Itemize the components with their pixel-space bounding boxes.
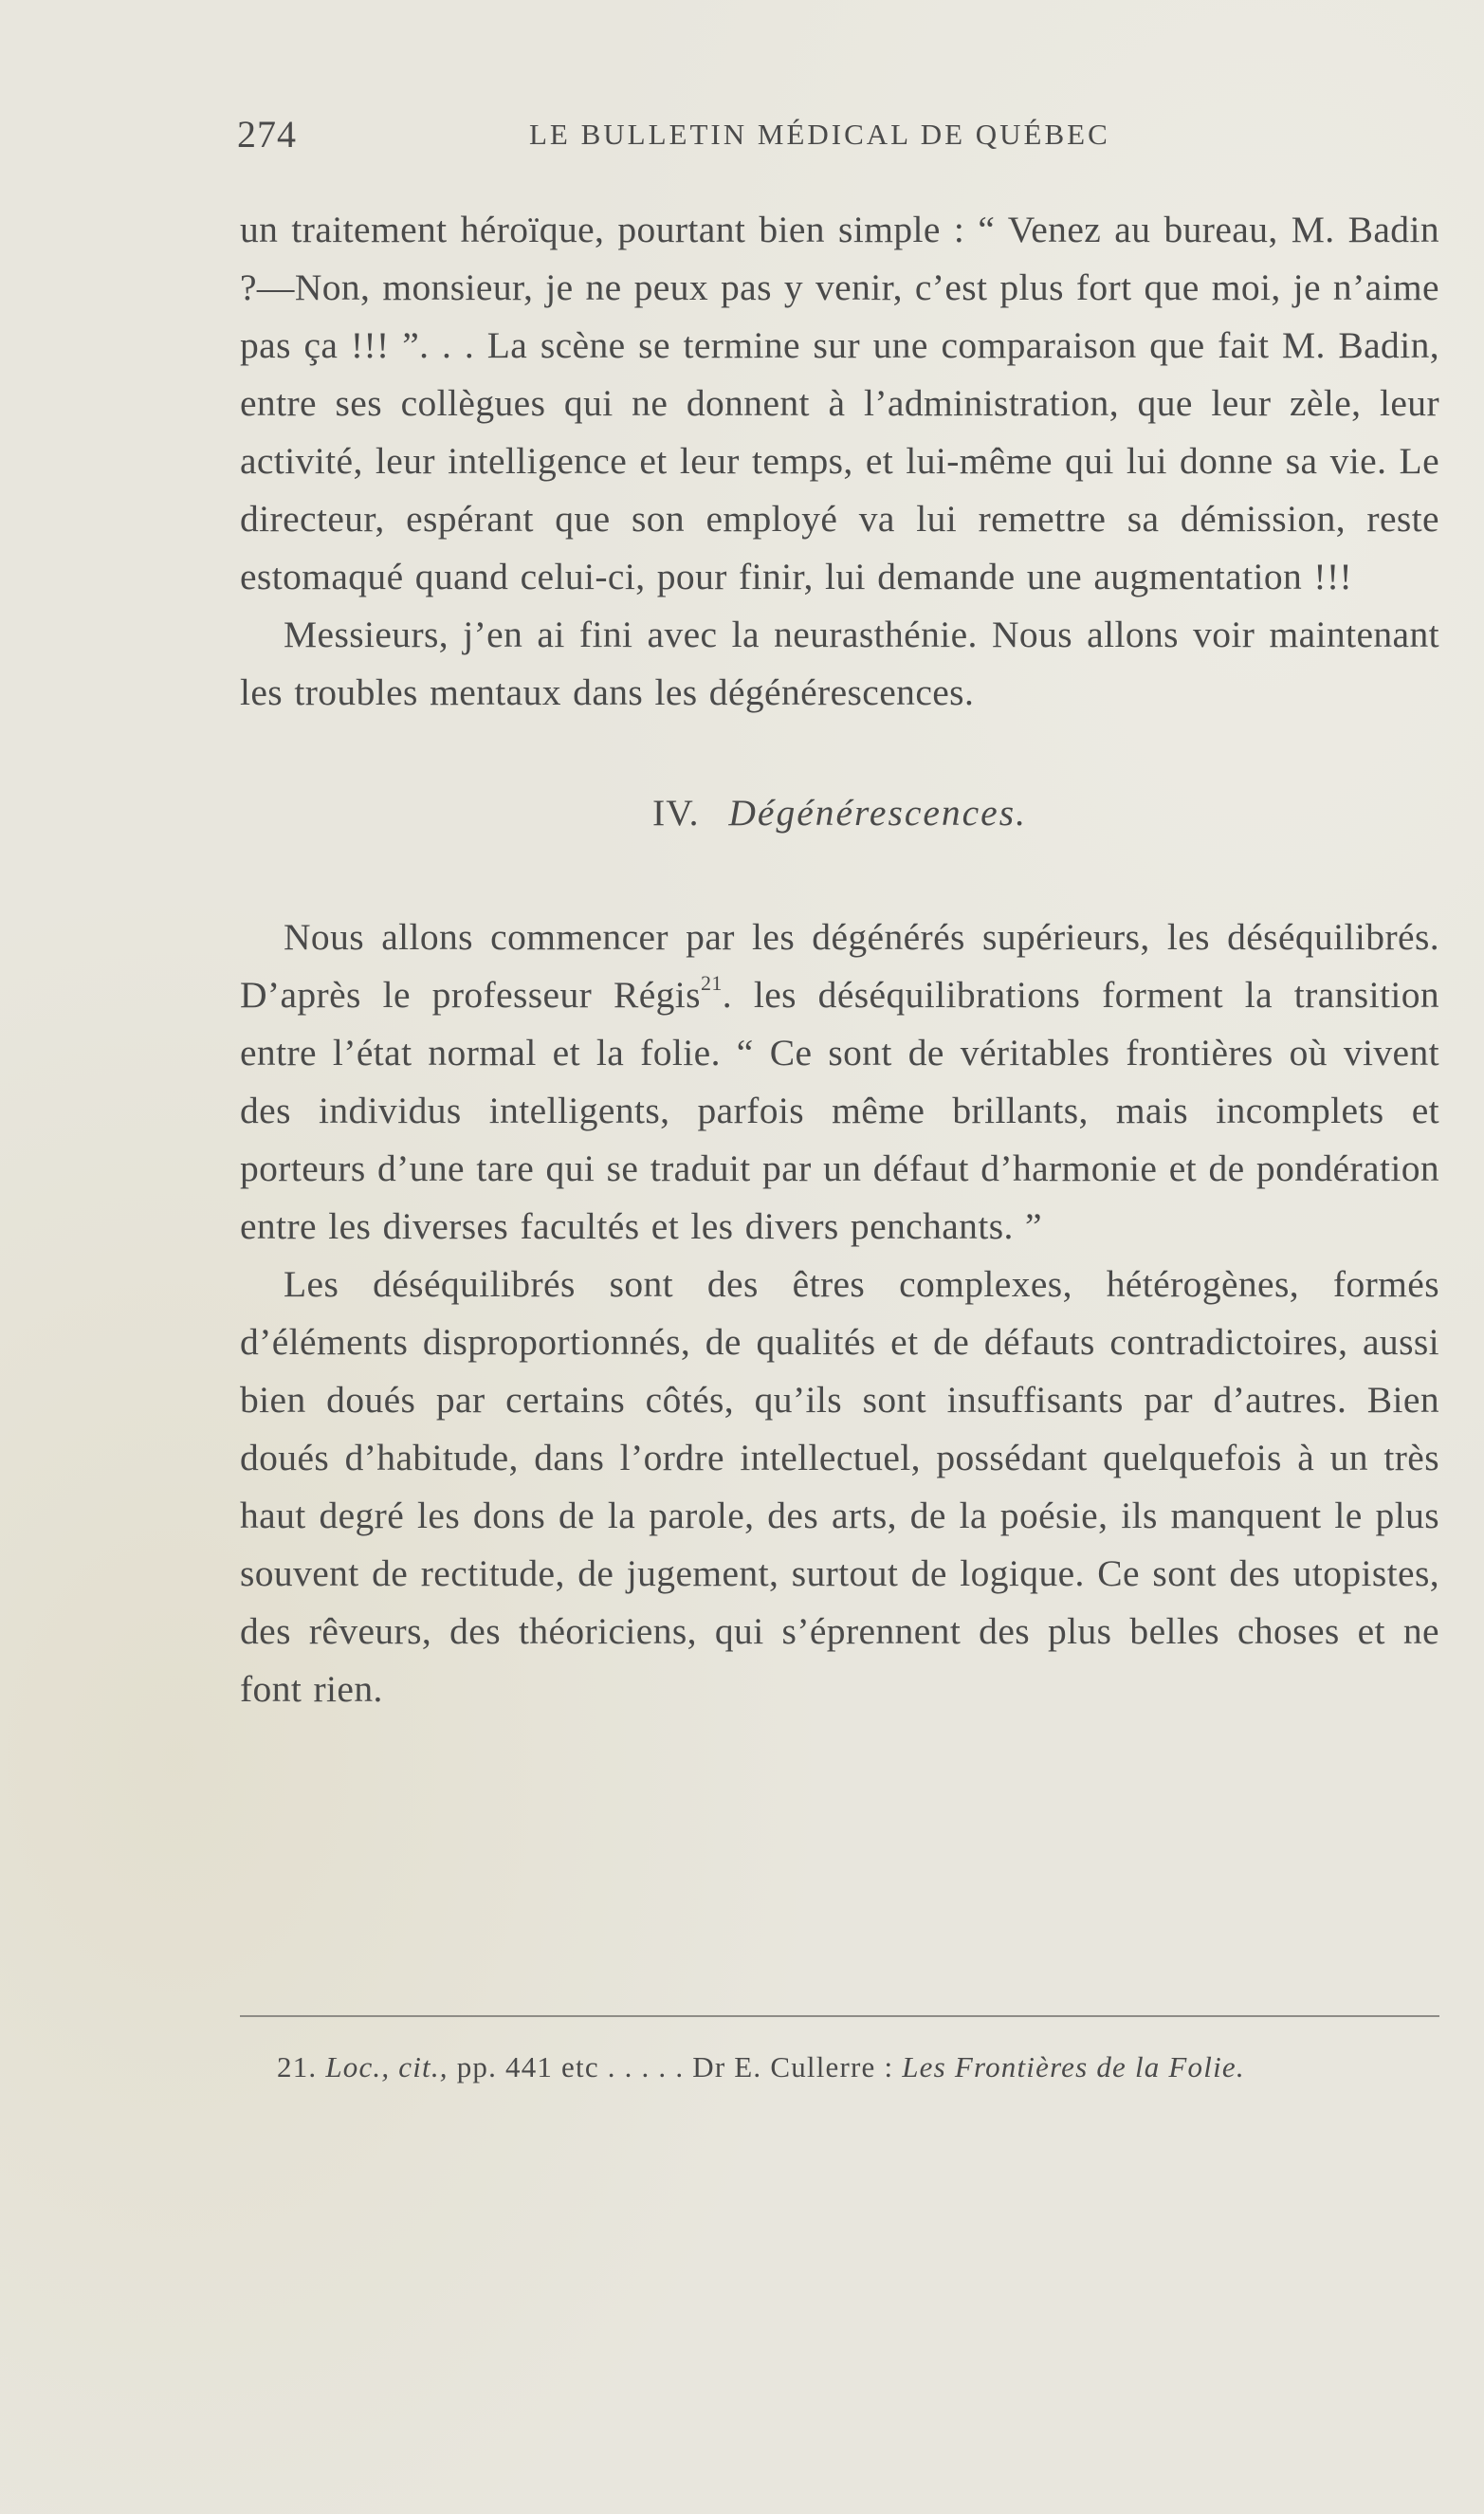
section-heading [240, 784, 1439, 842]
paragraph-neurasthenia-conclusion: Messieurs, j’en ai fini avec la neurasthénie. Nous allons voir maintenant les troubles mentaux dans les dégénérescences. [240, 614, 1439, 713]
section-title: Dégénérescences. [728, 792, 1027, 834]
paragraph-continued: un traitement héroïque, pourtant bien simple : “ Venez au bureau, M. Badin ?—Non, monsieur, je ne peux pas y venir, c’est plus fort que moi, je n’aime pas ça !!! ”. . . La scène se termine sur une comparaison que fait M. Badin, entre ses collègues qui ne donnent à l’administration, que leur zèle, leur activité, leur intelligence et leur temps, et lui-même qui lui donne sa vie. Le directeur, espérant que son employé va lui remettre sa démission, reste estomaqué quand celui-ci, pour finir, lui demande une augmentation !!! [240, 209, 1439, 597]
footnote-number: 21. [277, 2050, 318, 2083]
footnote [277, 2050, 1453, 2084]
footnote-book-title: Les Frontières de la Folie. [902, 2050, 1245, 2083]
journal-title: LE BULLETIN MÉDICAL DE QUÉBEC [529, 118, 1110, 151]
paragraph-desequilibres-intro [240, 908, 1439, 1256]
body-text [240, 201, 1439, 1718]
footnote-reference-text: pp. 441 etc . . . . . Dr E. Cullerre : [456, 2050, 894, 2083]
paragraph-text-after-ref: . les déséquilibrations forment la transition entre l’état normal et la folie. “ Ce sont de véritables frontières où vivent des individus intelligents, parfois même brillants, mais incomplets et porteurs d’une tare qui se traduit par un défaut d’harmonie et de pondération entre les diverses facultés et les divers penchants. ” [240, 974, 1439, 1247]
footnote-divider [240, 2015, 1439, 2017]
footnote-loc-cit: Loc., cit., [325, 2050, 449, 2083]
footnote-reference: 21 [700, 970, 723, 995]
paragraph-text-before-ref: Nous allons commencer par les dégénérés supérieurs, les déséquilibrés. D’après le professeur Régis [240, 916, 1439, 1016]
running-header [237, 112, 1441, 159]
page-number: 274 [237, 113, 297, 156]
section-number: IV. [652, 792, 700, 834]
paragraph-desequilibres-description: Les déséquilibrés sont des êtres complexes, hétérogènes, formés d’éléments disproportionnés, de qualités et de défauts contradictoires, aussi bien doués par certains côtés, qu’ils sont insuffisants par d’autres. Bien doués d’habitude, dans l’ordre intellectuel, possédant quelquefois à un très haut degré les dons de la parole, des arts, de la poésie, ils manquent le plus souvent de rectitude, de jugement, surtout de logique. Ce sont des utopistes, des rêveurs, des théoriciens, qui s’éprennent des plus belles choses et ne font rien. [240, 1263, 1439, 1710]
